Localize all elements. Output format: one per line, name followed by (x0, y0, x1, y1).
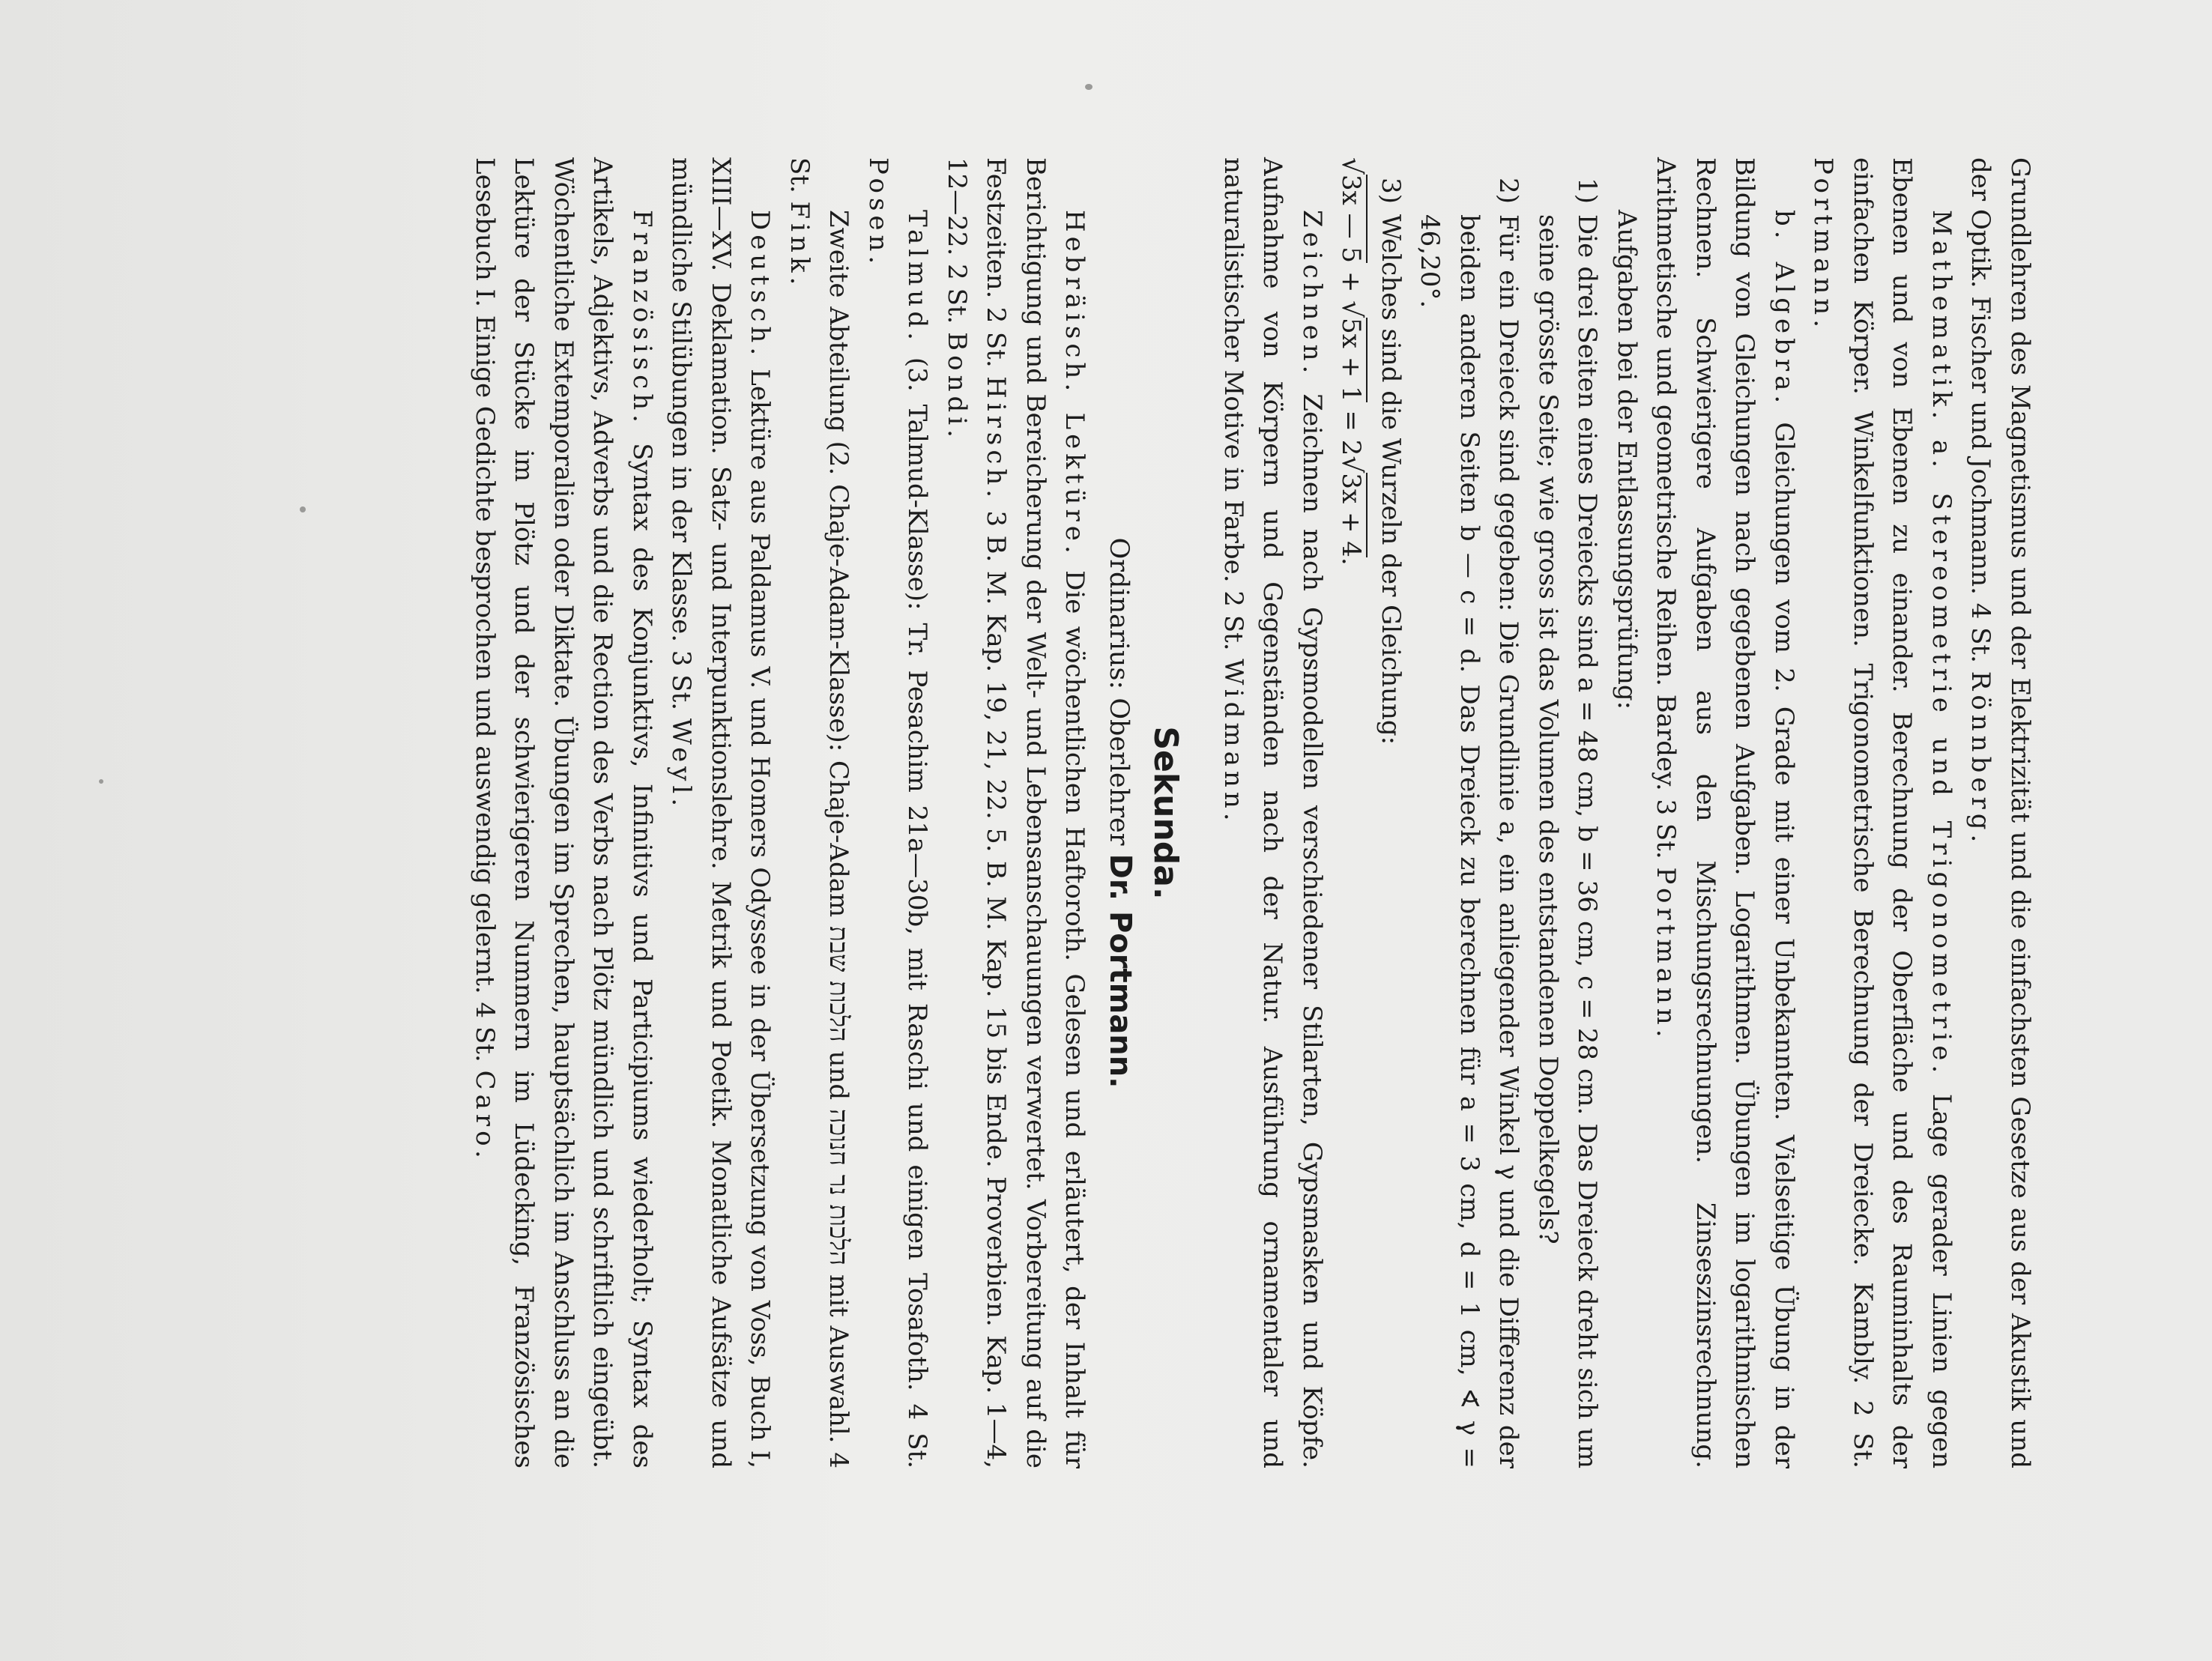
paragraph-french (465, 157, 662, 1468)
ordinarius-name: Dr. Portmann. (1103, 853, 1137, 1089)
math-a-text: Lage gerader Linien gegen Ebenen und von Ebenen zu einander. Berechnung der Oberfläche und des Rauminhalts der einfachen Körper. Winkelfunktionen. Trigonometrische Berechnung der Dreiecke. Kambly. 2 St. (1848, 157, 1956, 1468)
radicand: 5x + 1 (1336, 318, 1367, 402)
exam-task-2 (1410, 157, 1529, 1468)
task-number: 2) (1493, 178, 1524, 204)
subject-heading: Deutsch. (745, 210, 776, 360)
teacher-name: Rönnberg. (1965, 671, 1996, 847)
teacher-name: Fink. (785, 201, 815, 290)
equation-operator: + (1336, 263, 1367, 301)
teacher-name: Portmann. (1808, 157, 1839, 332)
equation-end: . (1336, 557, 1367, 566)
paragraph-second-division (780, 157, 859, 1468)
exam-tasks-heading: Aufgaben bei der Entlassungsprüfung: (1612, 210, 1642, 710)
section-title: Sekunda. (1146, 726, 1185, 900)
hebrew-title: הלכות נר חנוכה (824, 1109, 854, 1266)
subject-subheading: a. Stereometrie und Trigonometrie. (1927, 439, 1956, 1078)
drawing-text: Zeichnen nach Gypsmodellen verschiedener Stilarten, Gypsmasken und Köpfe. Aufnahme von Körpern und Gegenständen nach der Natur. Ausführung ornamentaler und naturalistischer Motive in Farbe. 2 St. (1218, 157, 1327, 1468)
exam-task-1 (1529, 157, 1607, 1468)
math-b-text: Gleichungen vom 2. Grade mit einer Unbekannten. Vielseitige Übung in der Bildung von Gleichungen nach gegebenen Aufgaben. Logarithmen. Übungen im logarithmischen Rechnen. Schwierigere Aufgaben aus den Mischungsrechnungen. Zinseszinsrechnung. Arithmetische und geometrische Reihen. Bardey. 3 St. (1651, 157, 1799, 1469)
subject-heading: Zeichnen. (1297, 210, 1327, 378)
teacher-name: Weyl. (666, 718, 697, 811)
hebrew-text-2: 3 B. M. Kap. 19, 21, 22. 5. B. M. Kap. 15 bis Ende. Proverbien. Kap. 1—4, 12—22. 2 St. (942, 157, 1012, 1469)
teacher-name: Widmann. (1218, 659, 1248, 826)
french-text: Syntax des Konjunktivs, Infinitivs und Participiums wiederholt; Syntax des Artikels, Adjektivs, Adverbs und die Rection des Verbs nach Plötz mündlich und schriftlich eingeübt. Wöchentliche Extemporalien oder Diktate. Übungen im Sprechen, hauptsächlich im Anschluss an die Lektüre der Stücke im Plötz und der schwierigeren Nummern im Lüdecking, Französisches Lesebuch I. Einige Gedichte besprochen und auswendig gelernt. 4 St. (470, 157, 657, 1468)
teacher-name: Portmann. (1651, 867, 1681, 1042)
equation-line (1332, 157, 1371, 1468)
text-column (465, 157, 2040, 1468)
paragraph-math-a (1804, 157, 1961, 1468)
ordinarius-line (1099, 157, 1140, 1468)
task-text: Die drei Seiten eines Dreiecks sind a = 48 cm, b = 36 cm, c = 28 cm. Das Dreieck dreht sich um seine grösste Seite; wie gross ist das Volumen des entstandenen Doppelkegels? (1533, 214, 1603, 1468)
paragraph-german (662, 157, 780, 1468)
hebrew-title: הלכות שבת (824, 926, 854, 1042)
radicand: 3x — 5 (1336, 174, 1367, 264)
second-division-text: Zweite Abteilung (2. Chaje-Adam-Klasse): Chaje-Adam (824, 210, 854, 918)
paragraph-drawing (1214, 157, 1332, 1468)
teacher-name: Hirsch. (981, 376, 1012, 503)
german-text: Lektüre aus Paldamus V. und Homers Odyssee in der Übersetzung von Voss, Buch I, XIII—XV. Deklamation. Satz- und Interpunktionslehre. Metrik und Poetik. Monatliche Aufsätze und mündliche Stilübungen in der Klasse. 3 St. (666, 157, 776, 1468)
paragraph-talmud (859, 157, 937, 1468)
talmud-text: (3. Talmud-Klasse): Tr. Pesachim 21a—30b, mit Raschi und einigen Tosafoth. 4 St. (902, 357, 933, 1469)
subject-heading: Talmud. (902, 210, 933, 345)
paragraph-math-b (1646, 157, 1804, 1468)
paragraph-hebrew (937, 157, 1095, 1468)
equation-operator: = 2 (1336, 402, 1367, 456)
conjunction: und (824, 1050, 854, 1101)
subject-heading: Französisch. (627, 210, 657, 427)
task-text: Welches sind die Wurzeln der Gleichung: (1376, 214, 1406, 745)
second-division-text-2: mit Auswahl. 4 St. (785, 157, 854, 1468)
exam-task-3 (1371, 157, 1411, 1468)
teacher-name: Caro. (470, 1070, 500, 1163)
hebrew-text: Die wöchentlichen Haftoroth. Gelesen und erläutert, der Inhalt für Berichtigung und Bereicherung der Welt- und Lebensanschauungen verwertet. Vorbereitung auf die Festzeiten. 2 St. (981, 157, 1090, 1468)
paragraph-physics (1961, 157, 2040, 1468)
subject-heading: Hebräisch. Lektüre. (1060, 210, 1090, 558)
radical-sign: √ (1336, 300, 1368, 318)
subject-heading: Mathematik. (1927, 210, 1956, 424)
teacher-name: Posen. (863, 157, 893, 269)
radicand: 3x + 4 (1336, 473, 1367, 557)
radical-sign: √ (1336, 456, 1368, 474)
radical-sign: √ (1336, 157, 1368, 175)
teacher-name: Bondi. (942, 332, 972, 442)
task-text: Für ein Dreieck sind gegeben: Die Grundlinie a, ein anliegender Winkel γ und die Differenz der beiden anderen Seiten b — c = d. Das Dreieck zu berechnen für a = 3 cm, d = 1 cm, ∢ γ = 46,20°. (1415, 214, 1524, 1468)
task-number: 3) (1376, 178, 1406, 204)
subject-subheading: b. Algebra. (1769, 210, 1799, 408)
ordinarius-prefix: Ordinarius: Oberlehrer (1104, 537, 1134, 846)
physics-text: Grundlehren des Magnetismus und der Elektrizität und die einfachsten Gesetze aus der Akustik und der Optik. Fischer und Jochmann. 4 St. (1965, 157, 2035, 1468)
task-number: 1) (1572, 178, 1603, 204)
